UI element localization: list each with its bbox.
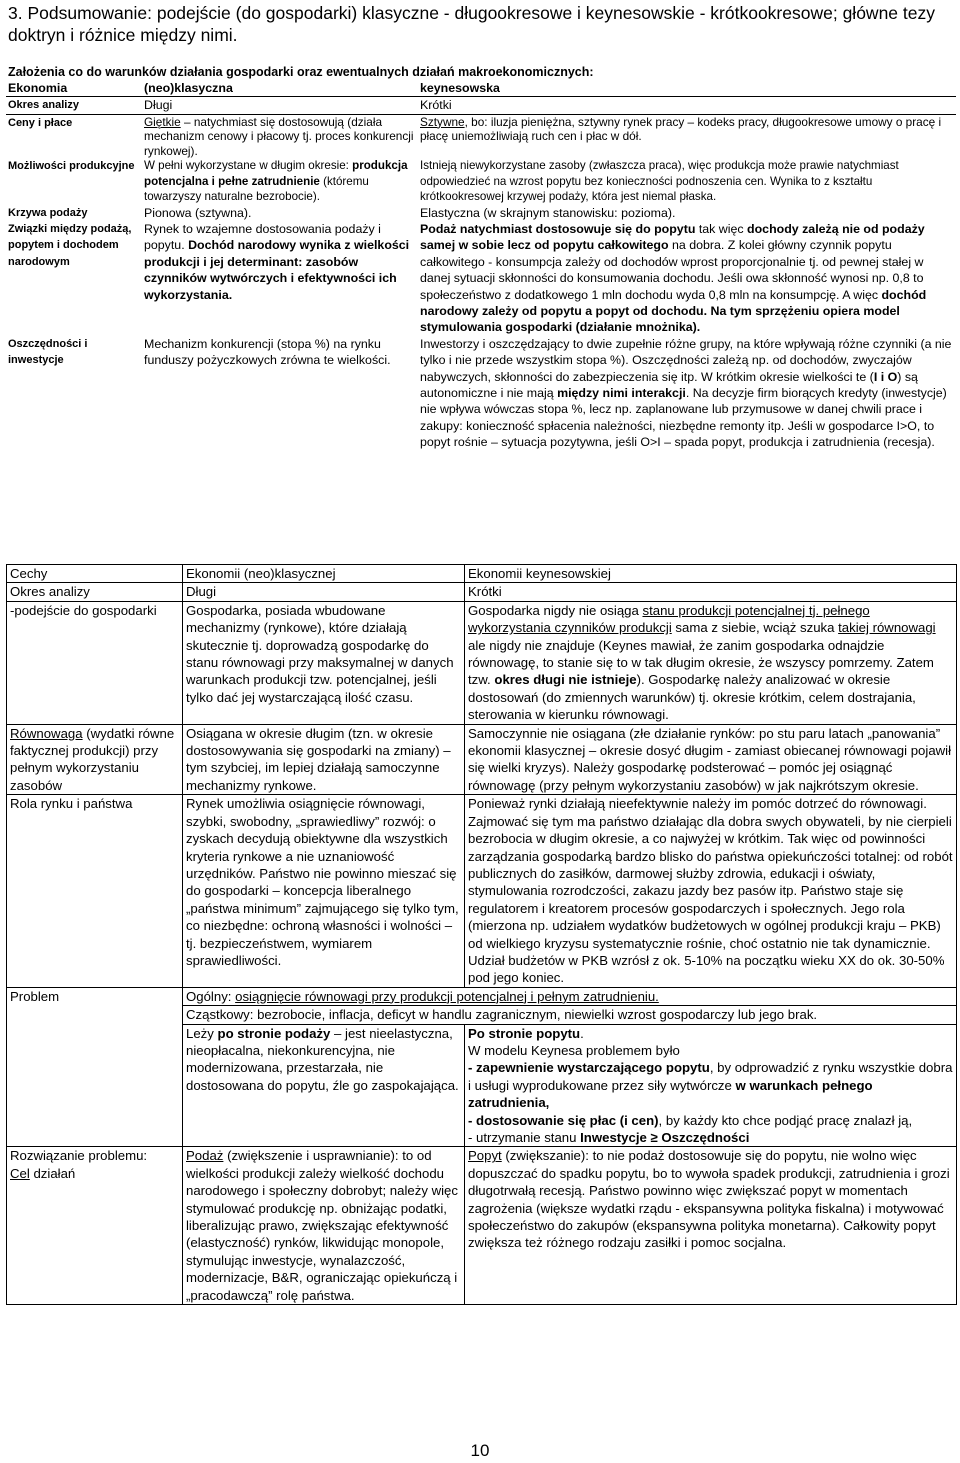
cell-text: (zwiększenie i usprawnianie): to od wielkości produkcji zależy wielkość dochodu narodowego i społeczny dobrobyt; należy więc stymulować produkcję np. obniżając podatki, liberalizując prawo, zwiększając efektywność (elastyczność) rynków, likwidując monopole, stymulując inwestycje, wynalazczość, modernizacje, B&R, ograniczając opiekuńczą i „pracodawczą” rolę państwa. <box>186 1148 458 1303</box>
cell-text: Giętkie <box>144 114 181 129</box>
cell-text: okres długi nie istnieje <box>494 672 637 688</box>
cell-text: I i O <box>873 369 898 384</box>
row-label: Okres analizy <box>6 97 142 114</box>
table-row <box>7 1147 957 1305</box>
table-cell: Krótki <box>418 97 956 114</box>
table-cell: Osiągana w okresie długim (tzn. w okresie dostosowywania się gospodarki na zmiany) –tym szybciej, im lepiej działają samoczynne mechanizmy rynkowe. <box>183 724 465 795</box>
cell-text: Po stronie popytu <box>468 1025 581 1041</box>
table-cell <box>465 601 957 724</box>
table-row <box>7 583 957 601</box>
cell-text: Inwestycje ≥ Oszczędności <box>580 1130 750 1145</box>
cell-text: po stronie podaży <box>217 1025 331 1041</box>
table-row <box>6 158 956 204</box>
table-cell <box>418 114 956 158</box>
row-label: Oszczędności i inwestycje <box>8 337 88 367</box>
table-cell <box>465 1024 957 1147</box>
header-cell: Ekonomii keynesowskiej <box>465 565 957 583</box>
row-label: Problem <box>7 987 183 1147</box>
table-cell <box>465 1147 957 1305</box>
table-row <box>7 795 957 987</box>
header-cell: Cechy <box>7 565 183 583</box>
cell-text: Podaż natychmiast dostosowuje się do popytu <box>420 221 696 236</box>
table-cell <box>142 114 418 158</box>
table-cell <box>142 221 418 336</box>
table-cell: Pionowa (sztywna). <box>144 205 252 220</box>
cell-text: Rozwiązanie problemu: <box>10 1148 148 1164</box>
cell-text: między nimi interakcji <box>557 386 686 400</box>
cell-text: tak więc <box>695 221 748 236</box>
cell-text: Leży <box>186 1025 218 1041</box>
cell-text: (wydatki równe faktycznej produkcji) przy pełnym wykorzystaniu zasobów <box>10 725 175 793</box>
table-row <box>6 97 956 114</box>
intro-text: Założenia co do warunków działania gospodarki oraz ewentualnych działań makroekonomicznych: <box>8 65 594 79</box>
cell-text: , by odprowadzić z rynku wszystkie dobra i usługi wyprodukowane przez siły wytwórcze <box>468 1060 953 1093</box>
table-cell: Długi <box>142 97 418 114</box>
cell-text: Dochód narodowy wynika z wielkości produkcji i jej determinant: zasobów czynników wytwórczych i efektywności ich wykorzystania. <box>144 238 410 302</box>
cell-text: , by każdy kto chce podjąć pracę znalazł ją, <box>658 1112 913 1128</box>
cell-text: ) są autonomiczne i nie mają <box>420 369 918 400</box>
row-label: Krzywa podaży <box>8 206 88 219</box>
cell-text: - zapewnienie wystarczającego popytu <box>468 1060 710 1076</box>
table-cell: Istnieją niewykorzystane zasoby (zwłaszcza praca), więc produkcja może prawie natychmiast odpowiedzieć na wzrost popytu bez konieczności podnoszenia cen. Wynika to z kształtu krótkookresowej krzywej podaży, która jest niemal płaska. <box>420 159 899 204</box>
row-label: Ceny i płace <box>8 116 73 129</box>
row-label <box>7 724 183 795</box>
cell-text: . Na decyzje firm biorących kredyty (inwestycje) nie wpływa wówczas stopa %, lecz np. zaplanowane lub przymusowe w danej chwili prace i zakupy: konieczność spłacenia należności, niezbędne remonty itp. Jeśli w gospodarce I>O, to popyt rośnie – sytuacja pozytywna, jeśli O>I – spada popyt, produkcja i zatrudnienia (recesja). <box>420 386 947 450</box>
assumptions-table <box>6 80 956 451</box>
cell-text: – jest nieelastyczna, nieopłacalna, niekonkurencyjna, nie modernizowana, przestarzała, nie dostosowana do popytu, źle go zaspokajająca. <box>186 1025 459 1093</box>
cell-text: produkcja potencjalna i pełne zatrudnienie <box>144 159 408 188</box>
cell-text: Ogólny: <box>186 988 236 1004</box>
cell-text: W pełni wykorzystane w długim okresie: <box>144 159 353 173</box>
cell-text: - dostosowanie się płac (i cen) <box>468 1112 659 1128</box>
header-cell: keynesowska <box>418 80 956 97</box>
row-label: Okres analizy <box>7 583 183 601</box>
table-cell <box>142 158 418 204</box>
header-cell: (neo)klasyczna <box>142 80 418 97</box>
cell-text: Gospodarka nigdy nie osiąga <box>468 602 643 618</box>
table-row <box>7 987 957 1005</box>
cell-text: stanu produkcji potencjalnej tj. pełnego wykorzystania czynników produkcji <box>468 602 870 636</box>
table-cell: Gospodarka, posiada wbudowane mechanizmy (rynkowe), które działają skutecznie tj. doprowadzą gospodarkę do stanu równowagi przy maksymalnej w danych warunkach produkcji tzw. potencjalnej, jeśli tylko dać jej wystarczającą ilość czasu. <box>183 601 465 724</box>
table-cell: Samoczynnie nie osiągana (złe działanie rynków: po stu paru latach „panowania” ekonomii klasycznej – okresie dosyć długim - zamiast obiecanej równowagi pojawił się wielki kryzys). Należy gospodarkę podsterować – pomóc jej osiągnąć równowagę (przy pełnym wykorzystaniu zasobów) w jak najkrótszym okresie. <box>465 724 957 795</box>
table-row <box>6 114 956 158</box>
cell-text: W modelu Keynesa problemem było <box>468 1042 680 1058</box>
row-label: -podejście do gospodarki <box>7 601 183 724</box>
cell-text: (któremu towarzyszy naturalne bezrobocie). <box>144 174 369 204</box>
cell-text: dochód narodowy zależy od popytu a popyt od dochodu. Na tym sprzężeniu opiera model stymulowania gospodarki (działanie mnożnika). <box>420 287 927 335</box>
table-cell: Elastyczna (w skrajnym stanowisku: pozioma). <box>420 205 676 220</box>
comparison-table <box>6 564 957 1305</box>
table-row <box>7 601 957 724</box>
cell-text: Cel <box>10 1165 30 1181</box>
table-cell: Mechanizm konkurencji (stopa %) na rynku funduszy pożyczkowych zrówna te wielkości. <box>144 336 391 368</box>
cell-text: dochody zależą nie od podaży samej w sobie lecz od popytu całkowitego <box>420 221 925 253</box>
cell-text: ). Gospodarkę należy analizować w okresie dostosowań (do zmiennych warunków) tj. okresie krótkim, celem dostrajania, sterowania w kierunku równowagi. <box>468 672 916 723</box>
cell-text: Podaż <box>186 1148 224 1164</box>
table-row <box>7 724 957 795</box>
cell-text: Rynek to wzajemne dostosowania podaży i popytu. <box>144 221 381 253</box>
cell-text: – natychmiast się dostosowują (działa mechanizm cenowy i płacowy tj. proces konkurencji rynkowej). <box>144 114 414 158</box>
table-row <box>6 336 956 451</box>
cell-text: Sztywne <box>420 114 465 129</box>
row-label: Związki między podażą, popytem i dochodem narodowym <box>8 222 132 268</box>
section-heading: 3. Podsumowanie: podejście (do gospodarki) klasyczne - długookresowe i keynesowskie - krótkookresowe; główne tezy doktryn i różnice między nimi. <box>8 3 935 45</box>
header-cell: Ekonomii (neo)klasycznej <box>183 565 465 583</box>
row-label <box>7 1147 183 1305</box>
cell-text: takiej równowagi <box>838 620 936 636</box>
table-cell <box>183 1024 465 1147</box>
table-cell <box>418 336 956 451</box>
table-row <box>7 565 957 583</box>
page-number: 10 <box>470 1441 490 1460</box>
table-cell: Ponieważ rynki działają nieefektywnie należy im pomóc dotrzeć do równowagi. Zajmować się tym ma państwo działając dla dobra swych obywateli, by nie cierpieli bezrobocia w długim okresie, a co najwyżej w krótkim. Tak więc od powinności zarządzania gospodarką bardzo blisko do państwa opiekuńczości totalnej: od robót publicznych do zasiłków, darmowej służby zdrowia, edukacji i oświaty, stymulowania rozrodczości, zakazu jazdy bez pasów itp. Państwo staje się regulatorem i kreatorem procesów gospodarczych i społecznych. Jego rola (mierzona np. udziałem wydatków budżetowych w ogólnej produkcji kraju – PKB) od wielkiego kryzysu systematycznie rośnie, choć ostatnio nie tak dynamicznie. Udział budżetów w PKB wzrósł z ok. 5-10% na początku wieku XX do ok. 30-50% pod jego koniec. <box>465 795 957 987</box>
cell-text: Popyt <box>468 1148 502 1164</box>
row-label: Możliwości produkcyjne <box>8 160 135 173</box>
cell-text: działań <box>29 1165 76 1181</box>
cell-text: osiągnięcie równowagi przy produkcji potencjalnej i pełnym zatrudnieniu. <box>235 988 659 1004</box>
cell-text: w warunkach pełnego zatrudnienia, <box>468 1077 873 1111</box>
table-cell: Cząstkowy: bezrobocie, inflacja, deficyt w handlu zagranicznym, niewielki wzrost gospodarczy lub jego brak. <box>183 1006 957 1024</box>
table-cell <box>183 987 957 1005</box>
cell-text: na dobra. Z kolei główny czynnik popytu całkowitego - konsumpcja zależy od dochodów wprost proporcjonalnie tj. od pewnej stałej w danej sytuacji skłonności do konsumowania dochodu. Jeśli owa skłonność wynosi np. 0,8 to społeczeństwo z dodatkowego 1 mln dochodu wyda 0,8 mln na konsumpcję. A więc <box>420 238 924 302</box>
header-cell: Ekonomia <box>6 80 142 97</box>
row-label: Rola rynku i państwa <box>7 795 183 987</box>
cell-text: - utrzymanie stanu <box>468 1130 581 1145</box>
cell-text: ale nigdy nie znajduje (Keynes mawiał, że zanim gospodarka odnajdzie równowagę, to stanie się to w tak długim okresie, że wszyscy pomrzemy. Zatem tzw. <box>468 637 934 688</box>
cell-text: (zwiększanie): to nie podaż dostosowuje się do popytu, nie wolno więc dopuszczać do spadku popytu, bo to wywoła spadek produkcji, zatrudnienia i grozi długotrwałą recesją. Państwo powinno więc zwiększać popyt w momentach zagrożenia (większe wydatki rządu - ekspansywna polityka fiskalna) i motywować społeczeństwo do zakupów (ekspansywna polityka monetarna). Całkowity popyt zwiększa też różnego rodzaju zasiłki i pomoc socjalna. <box>468 1148 950 1251</box>
table-row <box>6 221 956 336</box>
table-row <box>6 205 956 221</box>
table-cell <box>183 1147 465 1305</box>
table-cell: Długi <box>183 583 465 601</box>
cell-text: , bo: iluzja pieniężna, sztywny rynek pracy – kodeks pracy, długookresowe umowy o pracę i płacę uniemożliwiają ruch cen i płac w dół. <box>420 114 942 144</box>
cell-text: . <box>580 1025 584 1041</box>
cell-text: Równowaga <box>10 725 83 741</box>
table-row <box>6 80 956 97</box>
table-cell: Rynek umożliwia osiągnięcie równowagi, szybki, swobodny, „sprawiedliwy” rozwój: o zyskach decydują obiektywne dla wszystkich kryteria rynkowe a nie uznaniowość urzędników. Państwo nie powinno mieszać się do gospodarki – koncepcja liberalnego „państwa minimum” zajmującego się tylko tym, co niezbędne: ochroną własności i wolności –tj. bezpieczeństwem, wymiarem sprawiedliwości. <box>183 795 465 987</box>
cell-text: Inwestorzy i oszczędzający to dwie zupełnie różne grupy, na które wpływają różne czynniki (a nie tylko i nie przede wszystkim stopa %). Oszczędności zależą np. od dochodów, zwyczajów nabywczych, skłonności do zabezpieczenia się itp. W krótkim okresie wielkości te ( <box>420 336 952 384</box>
table-cell <box>418 221 956 336</box>
cell-text: sama z siebie, wciąż szuka <box>671 620 839 636</box>
table-cell: Krótki <box>465 583 957 601</box>
